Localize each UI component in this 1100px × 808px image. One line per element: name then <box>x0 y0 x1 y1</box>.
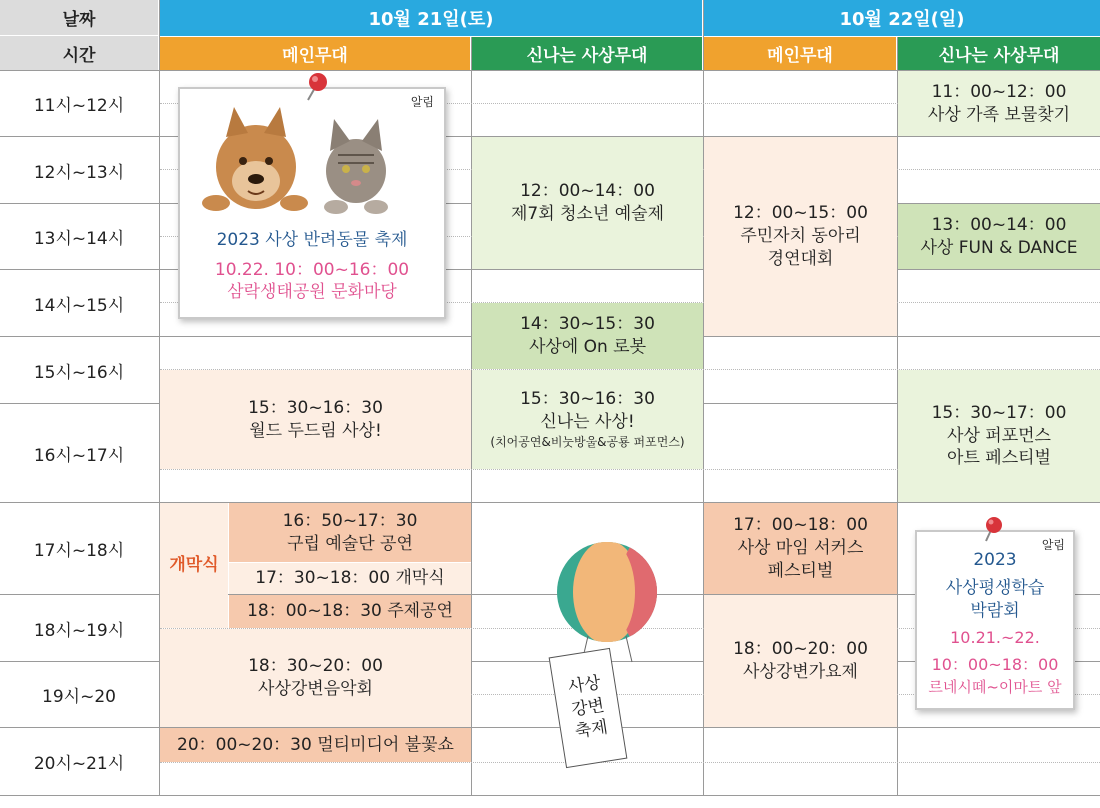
opening-ceremony-label: 개막식 <box>160 503 228 628</box>
event-world-dodream <box>160 370 471 469</box>
event-time: 15：30~16：30 <box>248 397 383 418</box>
time-label: 20시~21시 <box>33 754 125 774</box>
event-time: 17：00~18：00 <box>733 515 868 536</box>
event-time: 13：00~14：00 <box>931 214 1067 235</box>
event-mime-circus <box>704 503 897 594</box>
event-youth-art-festival <box>472 137 703 269</box>
pet-festival-place: 삼락생태공원 문화마당 <box>227 282 397 302</box>
event-on-robot <box>472 303 703 369</box>
learning-fair-hours: 10：00~18：00 <box>931 655 1059 674</box>
learning-fair-dates: 10.21.~22. <box>950 628 1040 647</box>
time-label: 12시~13시 <box>33 162 125 183</box>
notice-tag: 알림 <box>1041 538 1065 552</box>
event-performance-art-festival <box>898 370 1100 502</box>
learning-fair-title: 사상평생학습 <box>945 578 1045 598</box>
event-opening-ceremony: 17：30~18：00 개막식 <box>229 563 471 594</box>
time-label: 19시~20 <box>42 687 116 707</box>
event-time: 11：00~12：00 <box>931 81 1067 102</box>
time-label: 16시~17시 <box>33 445 125 466</box>
event-fun-dance <box>898 204 1100 269</box>
half-hour-divider <box>160 762 1100 763</box>
pet-festival-date: 10.22. 10：00~16：00 <box>214 260 410 280</box>
event-theme-performance: 18：00~18：30 주제공연 <box>229 595 471 628</box>
balloon-tag-text: 강변 <box>570 695 606 720</box>
learning-fair-subtitle: 박람회 <box>970 601 1020 621</box>
event-title: 사상강변가요제 <box>743 662 858 682</box>
event-title: 사상 가족 보물찾기 <box>927 104 1071 125</box>
pet-festival-notice <box>178 87 446 319</box>
event-multimedia-fireworks: 20：00~20：30 멀티미디어 불꽃쇼 <box>160 728 471 762</box>
time-label: 13시~14시 <box>33 229 125 249</box>
event-time: 15：30~17：00 <box>931 402 1067 423</box>
balloon-tag-text: 사상 <box>566 672 603 698</box>
learning-fair-place: 르네시떼~이마트 앞 <box>928 678 1062 696</box>
event-title: 주민자치 동아리 <box>740 226 861 247</box>
event-title: 페스티벌 <box>767 560 834 581</box>
event-title: 월드 두드림 사상! <box>249 420 382 441</box>
event-time: 16：50~17：30 <box>282 510 418 531</box>
day2-header: 10월 22일(일) <box>704 0 1100 36</box>
time-label: 14시~15시 <box>33 295 125 316</box>
notice-tag: 알림 <box>410 95 434 109</box>
event-time: 15：30~16：30 <box>520 389 655 410</box>
event-time: 12：00~15：00 <box>733 203 868 224</box>
event-time: 18：00~20：00 <box>733 639 868 660</box>
event-treasure-hunt <box>898 71 1100 136</box>
date-header-label: 날짜 <box>0 0 158 36</box>
event-title: 사상강변음악회 <box>258 679 373 699</box>
event-time: 12：00~14：00 <box>520 181 655 202</box>
time-label: 11시~12시 <box>33 96 125 116</box>
dog-and-cat-illustration <box>198 99 428 217</box>
event-district-arts-troupe <box>229 503 471 562</box>
event-riverside-song-contest <box>704 595 897 727</box>
pushpin-icon <box>300 70 334 104</box>
time-label: 17시~18시 <box>33 541 125 561</box>
event-title: 제7회 청소년 예술제 <box>511 204 664 224</box>
time-label: 18시~19시 <box>33 620 125 641</box>
event-title: 경연대회 <box>767 248 834 269</box>
day1-fun-stage-header: 신나는 사상무대 <box>472 37 702 70</box>
event-title: 신나는 사상! <box>540 412 635 433</box>
event-title: 사상 마임 서커스 <box>737 538 864 559</box>
learning-fair-year: 2023 <box>973 550 1017 570</box>
event-resident-club-contest <box>704 137 897 336</box>
pet-festival-title: 2023 사상 반려동물 축제 <box>216 230 408 250</box>
event-exciting-sasang <box>472 370 703 469</box>
event-time: 14：30~15：30 <box>520 314 655 335</box>
event-time: 18：30~20：00 <box>248 656 383 677</box>
learning-fair-notice <box>915 530 1075 710</box>
day1-main-stage-header: 메인무대 <box>160 37 470 70</box>
event-riverside-concert <box>160 629 471 727</box>
time-label: 15시~16시 <box>33 362 125 383</box>
event-title: 사상 FUN & DANCE <box>920 237 1078 258</box>
hour-divider <box>0 269 1100 270</box>
event-title: 사상에 On 로봇 <box>528 337 647 357</box>
day2-main-stage-header: 메인무대 <box>704 37 896 70</box>
event-note: (치어공연&비눗방울&공룡 퍼포먼스) <box>490 435 685 450</box>
event-title: 구립 예술단 공연 <box>287 533 413 554</box>
day1-header: 10월 21일(토) <box>160 0 702 36</box>
day2-fun-stage-header: 신나는 사상무대 <box>898 37 1100 70</box>
event-title: 사상 퍼포먼스 <box>947 425 1051 446</box>
hour-divider <box>0 795 1100 796</box>
balloon-tag-text: 축제 <box>573 717 610 743</box>
pushpin-icon <box>978 514 1008 544</box>
event-title: 아트 페스티벌 <box>947 448 1051 469</box>
time-header-label: 시간 <box>0 36 158 70</box>
